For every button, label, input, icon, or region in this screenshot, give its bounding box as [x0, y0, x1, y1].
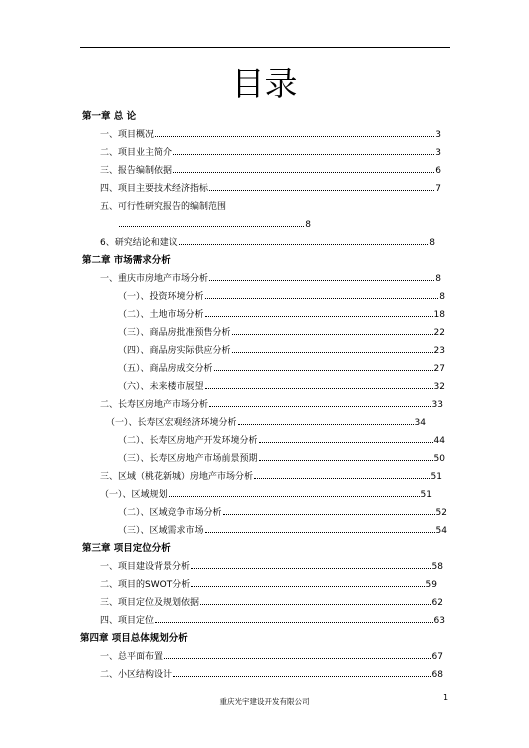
page-title: 目录 — [231, 64, 298, 103]
toc-entry-text: （二）、区域竞争市场分析 — [118, 508, 222, 518]
toc-entry-page: 67 — [431, 652, 443, 662]
toc-entry-page: 51 — [420, 490, 432, 500]
chapter-3-heading: 第三章 项目定位分析 — [82, 543, 171, 554]
toc-entry-text: 三、报告编制依据 — [100, 166, 173, 176]
toc-entry-page: 18 — [433, 310, 445, 320]
dot-leader — [209, 190, 434, 191]
toc-entry[interactable] — [100, 488, 432, 502]
toc-entry-text: 二、小区结构设计 — [100, 670, 173, 680]
dot-leader — [259, 460, 433, 461]
toc-entry-page: 33 — [431, 400, 443, 410]
dot-leader — [191, 586, 424, 587]
toc-entry[interactable] — [100, 236, 435, 250]
chapter-2-heading: 第二章 市场需求分析 — [82, 255, 171, 266]
toc-entry-text: 二、项目的SWOT分析 — [100, 580, 191, 590]
dot-leader — [232, 334, 433, 335]
toc-entry-text: （二）、土地市场分析 — [118, 310, 204, 320]
toc-entry-page: 34 — [414, 418, 426, 428]
toc-entry-page: 27 — [433, 364, 445, 374]
toc-entry[interactable] — [100, 650, 443, 664]
toc-entry[interactable] — [118, 290, 445, 304]
dot-leader — [173, 154, 434, 155]
toc-entry[interactable] — [100, 164, 441, 178]
dot-leader — [259, 442, 433, 443]
toc-entry-page: 68 — [431, 670, 443, 680]
toc-entry-text: 一、项目概况 — [100, 130, 155, 140]
toc-entry[interactable] — [118, 344, 445, 358]
toc-entry-page: 54 — [435, 526, 447, 536]
toc-entry-text: 二、长寿区房地产市场分析 — [100, 400, 209, 410]
toc-entry[interactable] — [118, 434, 445, 448]
toc-entry[interactable] — [100, 128, 441, 142]
toc-entry-text: （五）、商品房成交分析 — [118, 364, 213, 374]
chapter-4-heading: 第四章 项目总体规划分析 — [80, 633, 188, 644]
toc-entry-page: 22 — [433, 328, 445, 338]
toc-entry-text: （一）、长寿区宏观经济环境分析 — [106, 418, 237, 428]
toc-entry-text: 6、研究结论和建议 — [100, 238, 178, 248]
toc-entry-text: （二）、长寿区房地产开发环境分析 — [118, 436, 258, 446]
toc-entry-page: 8 — [429, 238, 435, 248]
toc-entry-page: 8 — [439, 292, 445, 302]
toc-entry-text: （三）、区域需求市场 — [118, 526, 204, 536]
toc-entry[interactable] — [118, 524, 447, 538]
toc-entry[interactable] — [118, 506, 447, 520]
toc-entry-text: （一）、投资环境分析 — [118, 292, 204, 302]
toc-entry[interactable] — [118, 380, 445, 394]
dot-leader — [205, 532, 435, 533]
toc-entry-page: 32 — [433, 382, 445, 392]
toc-entry-page: 7 — [435, 184, 441, 194]
footer-company: 重庆光宇建设开发有限公司 — [219, 697, 310, 706]
dot-leader — [238, 424, 414, 425]
dot-leader — [209, 406, 431, 407]
dot-leader — [155, 136, 434, 137]
page-number: 1 — [443, 693, 449, 702]
toc-entry-text: （四）、商品房实际供应分析 — [118, 346, 231, 356]
toc-entry[interactable] — [100, 398, 443, 412]
toc-entry-page: 63 — [433, 616, 445, 626]
toc-entry-text: 二、项目业主简介 — [100, 148, 173, 158]
dot-leader — [205, 316, 433, 317]
dot-leader — [173, 172, 434, 173]
toc-entry[interactable] — [100, 596, 443, 610]
toc-entry-text: （一）、区域规划 — [100, 490, 168, 500]
toc-entry[interactable] — [118, 308, 445, 322]
dot-leader — [164, 658, 431, 659]
dot-leader — [191, 568, 431, 569]
toc-entry-text: （六）、未来楼市展望 — [118, 382, 204, 392]
toc-entry-text: 一、重庆市房地产市场分析 — [100, 274, 209, 284]
dot-leader — [205, 298, 439, 299]
toc-entry-text: 一、项目建设背景分析 — [100, 562, 191, 572]
dot-leader — [254, 478, 430, 479]
toc-entry-text: 四、项目定位 — [100, 616, 155, 626]
toc-entry[interactable] — [100, 146, 441, 160]
toc-entry[interactable] — [118, 452, 445, 466]
toc-entry[interactable] — [100, 182, 441, 196]
toc-entry-text: 三、区域（桃花新城）房地产市场分析 — [100, 472, 254, 482]
dot-leader — [169, 496, 420, 497]
toc-entry-page: 59 — [425, 580, 437, 590]
toc-entry-text: 四、项目主要技术经济指标 — [100, 184, 209, 194]
dot-leader — [223, 514, 435, 515]
toc-entry-page: 8 — [435, 274, 441, 284]
toc-entry-page: 44 — [433, 436, 445, 446]
chapter-1-heading: 第一章 总 论 — [82, 111, 137, 122]
dot-leader — [232, 352, 433, 353]
dot-leader — [214, 370, 433, 371]
toc-entry[interactable] — [100, 272, 441, 286]
toc-entry-text: （三）、商品房批准预售分析 — [118, 328, 231, 338]
dot-leader — [173, 676, 431, 677]
toc-entry-text[interactable]: 五、可行性研究报告的编制范围 — [100, 202, 227, 212]
dot-leader — [209, 280, 434, 281]
toc-entry[interactable] — [118, 218, 311, 232]
toc-entry-page: 52 — [435, 508, 447, 518]
toc-entry[interactable] — [100, 668, 443, 682]
toc-entry-page: 3 — [435, 130, 441, 140]
toc-entry-page: 51 — [430, 472, 442, 482]
toc-entry[interactable] — [100, 560, 443, 574]
toc-entry[interactable] — [106, 416, 426, 430]
toc-entry[interactable] — [118, 326, 445, 340]
header-rule — [80, 47, 450, 48]
dot-leader — [205, 388, 433, 389]
toc-entry[interactable] — [118, 362, 445, 376]
toc-entry-text: 一、总平面布置 — [100, 652, 164, 662]
toc-entry-page: 23 — [433, 346, 445, 356]
toc-entry-page: 50 — [433, 454, 445, 464]
toc-entry[interactable] — [100, 578, 437, 592]
toc-entry-page: 62 — [431, 598, 443, 608]
toc-entry-page: 3 — [435, 148, 441, 158]
dot-leader — [179, 244, 429, 245]
dot-leader — [155, 622, 433, 623]
toc-entry[interactable] — [100, 614, 445, 628]
toc-entry-text: （三）、长寿区房地产市场前景预期 — [118, 454, 258, 464]
toc-entry-text: 三、项目定位及规划依据 — [100, 598, 200, 608]
toc-entry[interactable] — [100, 470, 442, 484]
toc-entry-page: 8 — [305, 220, 311, 230]
toc-entry-page: 58 — [431, 562, 443, 572]
dot-leader — [119, 226, 304, 227]
dot-leader — [200, 604, 431, 605]
toc-entry-page: 6 — [435, 166, 441, 176]
